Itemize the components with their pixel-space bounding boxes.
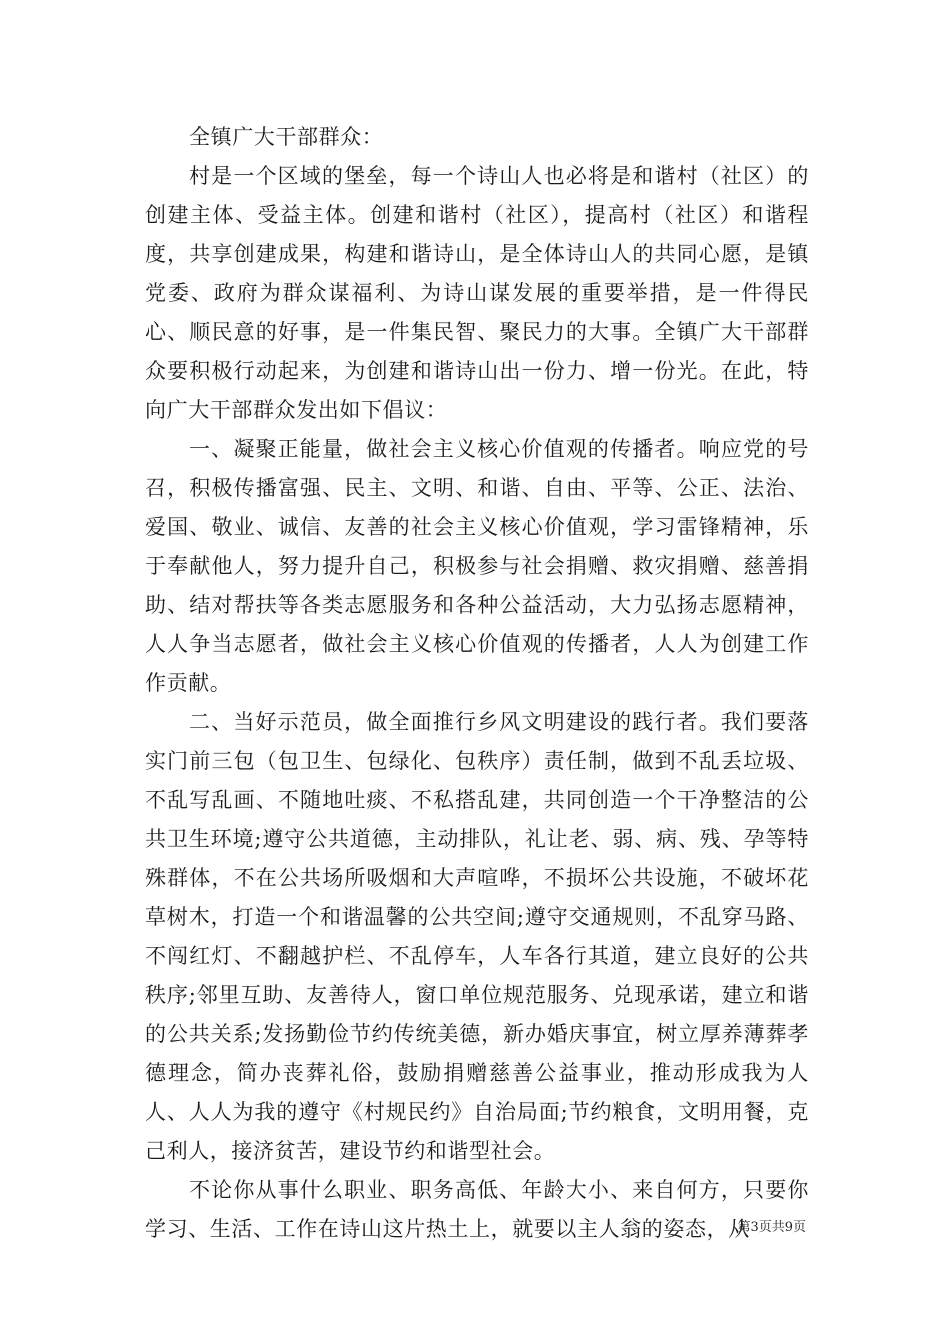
paragraph-point-two: 二、当好示范员，做全面推行乡风文明建设的践行者。我们要落实门前三包（包卫生、包绿化、包秩序）责任制，做到不乱丢垃圾、不乱写乱画、不随地吐痰、不私搭乱建，共同创造一个干净整洁的公共卫生环境;遵守公共道德，主动排队，礼让老、弱、病、残、孕等特殊群体，不在公共场所吸烟和大声喧哗，不损坏公共设施，不破坏花草树木，打造一个和谐温馨的公共空间;遵守交通规则，不乱穿马路、不闯红灯、不翻越护栏、不乱停车，人车各行其道，建立良好的公共秩序;邻里互助、友善待人，窗口单位规范服务、兑现承诺，建立和谐的公共关系;发扬勤俭节约传统美德，新办婚庆事宜，树立厚养薄葬孝德理念，简办丧葬礼俗，鼓励捐赠慈善公益事业，推动形成我为人人、人人为我的遵守《村规民约》自治局面;节约粮食，文明用餐，克己利人，接济贫苦，建设节约和谐型社会。 xyxy=(145,710,809,1163)
salutation: 全镇广大干部群众： xyxy=(189,125,384,149)
paragraph-point-one: 一、凝聚正能量，做社会主义核心价值观的传播者。响应党的号召，积极传播富强、民主、文明、和谐、自由、平等、公正、法治、爱国、敬业、诚信、友善的社会主义核心价值观，学习雷锋精神，乐于奉献他人，努力提升自己，积极参与社会捐赠、救灾捐赠、慈善捐助、结对帮扶等各类志愿服务和各种公益活动，大力弘扬志愿精神，人人争当志愿者，做社会主义核心价值观的传播者，人人为创建工作作贡献。 xyxy=(145,437,809,695)
document-body xyxy=(145,118,809,1249)
page-number: 第3页共9页 xyxy=(737,1220,806,1235)
paragraph-closing: 不论你从事什么职业、职务高低、年龄大小、来自何方，只要你学习、生活、工作在诗山这片热土上，就要以主人翁的姿态，从 xyxy=(145,1178,809,1241)
paragraph-intro: 村是一个区域的堡垒，每一个诗山人也必将是和谐村（社区）的创建主体、受益主体。创建和谐村（社区），提高村（社区）和谐程度，共享创建成果，构建和谐诗山，是全体诗山人的共同心愿，是镇党委、政府为群众谋福利、为诗山谋发展的重要举措，是一件得民心、顺民意的好事，是一件集民智、聚民力的大事。全镇广大干部群众要积极行动起来，为创建和谐诗山出一份力、增一份光。在此，特向广大干部群众发出如下倡议： xyxy=(145,164,809,422)
